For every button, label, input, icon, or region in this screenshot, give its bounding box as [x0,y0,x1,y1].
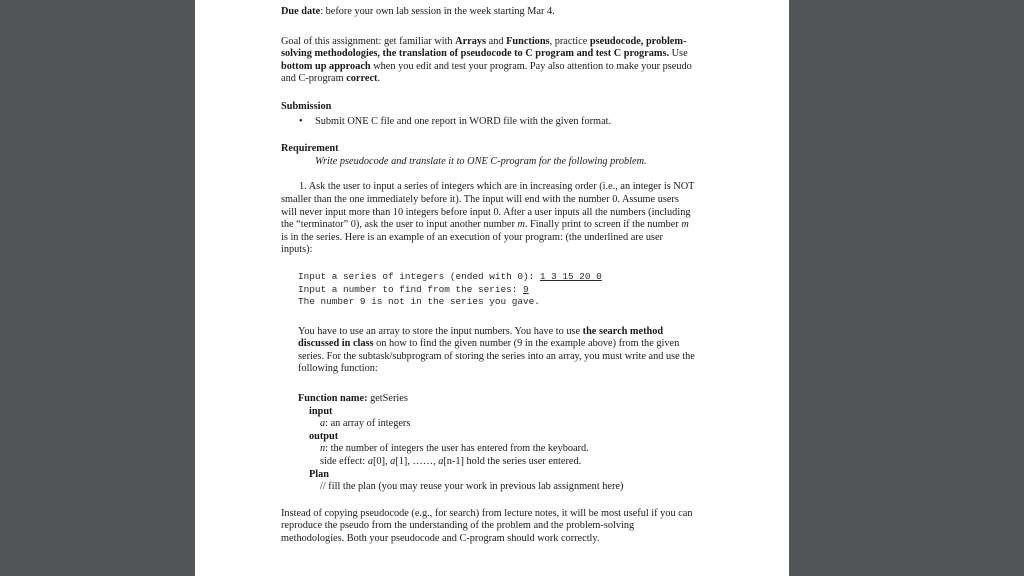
problem-text-1: 1. Ask the user to input a series of integers which are in increasing order (i.e., an integer is NOT smaller than the one immediately before it). The input will end with the number 0. Assume users will never input more than 10 integers before input 0. After a user inputs all the numbers (including the “terminator” 0), ask the user to input another number [281,181,695,231]
goal-bold-arrays: Arrays [455,35,487,47]
requirement-heading: Requirement [281,143,339,155]
side-effect-a0: a [367,456,373,468]
function-name-label: Function name: [298,393,368,405]
example-output: The number 9 is not in the series you gave. [298,296,540,308]
example-input-1: 1 3 15 20 0 [539,270,602,282]
goal-bold-functions: Functions [506,35,550,47]
array-text-2: on how to find the given number (9 in the example above) from the given series. For the subtask/subprogram of storing the series into an array, you must write and use the following function: [298,338,695,375]
document-page [195,0,789,576]
side-effect-rest: [n-1] hold the series user entered. [443,456,582,468]
problem-text-3: is in the series. Here is an example of an execution of your program: (the underlined are user inputs): [281,231,663,256]
side-effect-an: a [438,456,444,468]
requirement-subtitle: Write pseudocode and translate it to ONE C-program for the following problem. [315,155,647,167]
function-input-label: input [309,405,333,417]
function-output-label: output [309,430,339,442]
side-effect-a1: a [390,456,396,468]
bullet-icon: • [299,115,303,127]
side-effect-prefix: side effect: [320,456,368,468]
due-date-text: : before your own lab session in the week starting Mar 4. [320,6,555,17]
goal-text-6: . [377,73,381,85]
submission-item-text: Submit ONE C file and one report in WORD file with the given format. [315,115,612,127]
function-plan-text: // fill the plan (you may reuse your work in previous lab assignment here) [320,481,624,493]
problem-var-m-1: m [517,219,525,231]
function-output-var: n [320,443,326,455]
array-text-1: You have to use an array to store the input numbers. You have to use [298,325,583,337]
goal-text-4: Use [669,48,688,60]
goal-bold-correct: correct [346,73,378,85]
function-spec [298,393,697,494]
function-output-text: : the number of integers the user has entered from the keyboard. [325,443,589,455]
function-name-line [298,393,697,406]
function-input-var: a [320,418,326,430]
function-name: getSeries [367,393,408,405]
example-prompt-1: Input a series of integers (ended with 0): [298,270,540,282]
function-input-text: : an array of integers [325,418,411,430]
due-date-label: Due date [281,6,321,17]
problem-text-2: . Finally print to screen if the number [524,219,682,231]
goal-text-5: when you edit and test your program. Pay also attention to make your pseudo and C-program [281,60,692,85]
goal-bold-pseudocode: pseudocode, problem-solving methodologies, the translation of pseudocode to C program and test C programs. [281,35,687,60]
function-input-desc [320,418,697,431]
problem-paragraph [281,181,697,257]
example-input-2: 9 [523,283,529,295]
example-prompt-2: Input a number to find from the series: [298,283,524,295]
problem-var-m-2: m [681,219,689,231]
goal-text-2: and [486,35,507,47]
goal-bold-bottom-up: bottom up approach [281,60,371,72]
array-bold-search: the search method discussed in class [298,325,664,350]
goal-paragraph [281,36,697,86]
function-plan-label: Plan [309,468,330,480]
function-side-effect [320,456,697,469]
side-effect-i0: [0], [373,456,391,468]
function-output-desc [320,443,697,456]
goal-text-3: , practice [549,35,590,47]
submission-heading: Submission [281,100,332,112]
closing-paragraph: Instead of copying pseudocode (e.g., for search) from lecture notes, it will be most useful if you can reproduce the pseudo from the understanding of the problem and the problem-solving methodologies. Both your pseudocode and C-program should work correctly. [281,507,693,544]
side-effect-i1: [1], ……, [395,456,439,468]
goal-text-1: Goal of this assignment: get familiar with [281,35,456,47]
example-execution [298,271,697,309]
due-date-line [281,6,697,19]
document-content [281,6,697,546]
submission-item [299,116,697,129]
array-paragraph [298,326,697,376]
